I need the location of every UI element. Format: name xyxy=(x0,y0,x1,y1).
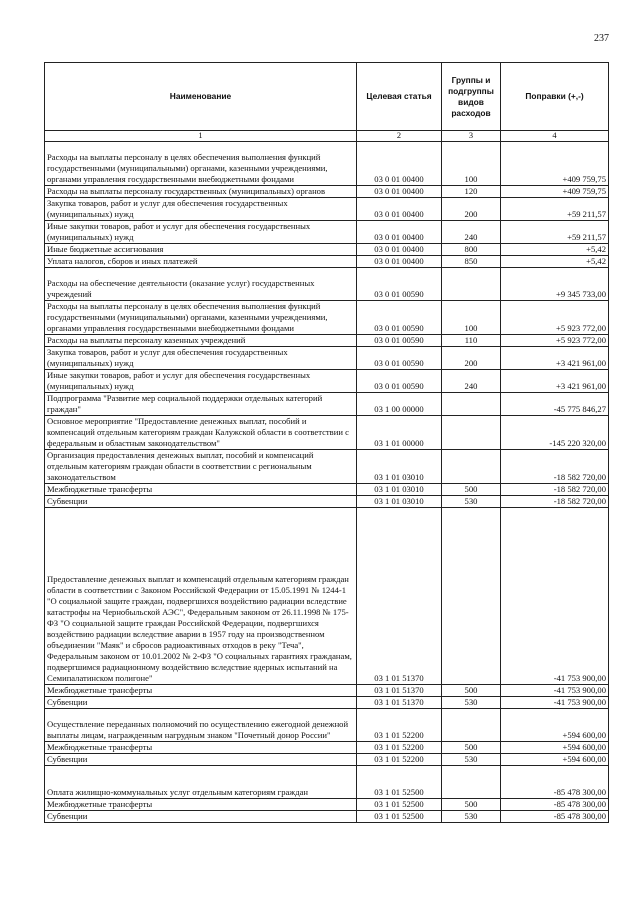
row-target-code: 03 0 01 00590 xyxy=(357,301,442,335)
table-row xyxy=(45,335,609,347)
row-name: Субвенции xyxy=(45,811,357,823)
row-name: Предоставление денежных выплат и компенсаций отдельным категориям граждан области в соответствии с Законом Российской Федерации от 15.05.1991 № 1244-1 "О социальной защите граждан, подвергшихся воздействию радиации вследствие катастрофы на Чернобыльской АЭС", Федеральным законом от 26.11.1998 № 175-ФЗ "О социальной защите граждан Российской Федерации, подвергшихся воздействию радиации вследствие аварии в 1957 году на производственном объединении "Маяк" и сбросов радиоактивных отходов в реку "Теча", Федеральным законом от 10.01.2002 № 2-ФЗ "О социальных гарантиях гражданам, подвергшимся радиационному воздействию вследствие ядерных испытаний на Семипалатинском полигоне" xyxy=(45,508,357,685)
row-name: Межбюджетные трансферты xyxy=(45,799,357,811)
row-amendment: -41 753 900,00 xyxy=(501,697,609,709)
row-target-code: 03 0 01 00590 xyxy=(357,268,442,301)
row-name: Иные закупки товаров, работ и услуг для обеспечения государственных (муниципальных) нужд xyxy=(45,370,357,393)
row-group: 100 xyxy=(442,301,501,335)
row-name: Расходы на выплаты персоналу в целях обеспечения выполнения функций государственными (муниципальными) органами, казенными учреждениями, органами управления государственными внебюджетными фондами xyxy=(45,142,357,186)
page-number: 237 xyxy=(594,33,609,44)
row-amendment: -145 220 320,00 xyxy=(501,416,609,450)
row-group: 500 xyxy=(442,484,501,496)
table-row xyxy=(45,268,609,301)
table-row xyxy=(45,221,609,244)
table-row xyxy=(45,198,609,221)
row-group xyxy=(442,766,501,799)
row-group: 240 xyxy=(442,221,501,244)
row-name: Основное мероприятие "Предоставление денежных выплат, пособий и компенсаций отдельным категориям граждан Калужской области в соответствии с федеральным и областным законодательством" xyxy=(45,416,357,450)
table-row xyxy=(45,301,609,335)
row-target-code: 03 0 01 00400 xyxy=(357,221,442,244)
col-number: 4 xyxy=(501,131,609,142)
row-amendment: -41 753 900,00 xyxy=(501,508,609,685)
row-amendment: -18 582 720,00 xyxy=(501,484,609,496)
row-target-code: 03 1 01 03010 xyxy=(357,484,442,496)
row-group: 530 xyxy=(442,496,501,508)
table-row xyxy=(45,685,609,697)
row-group: 500 xyxy=(442,685,501,697)
row-name: Межбюджетные трансферты xyxy=(45,484,357,496)
row-target-code: 03 0 01 00400 xyxy=(357,198,442,221)
row-group xyxy=(442,709,501,742)
row-target-code: 03 1 01 51370 xyxy=(357,697,442,709)
table-row xyxy=(45,450,609,484)
row-group: 200 xyxy=(442,198,501,221)
row-name: Оплата жилищно-коммунальных услуг отдельным категориям граждан xyxy=(45,766,357,799)
table-row xyxy=(45,393,609,416)
col-number: 3 xyxy=(442,131,501,142)
table-row xyxy=(45,370,609,393)
row-group xyxy=(442,393,501,416)
header-amendment: Поправки (+,-) xyxy=(501,63,609,131)
row-amendment: +594 600,00 xyxy=(501,709,609,742)
row-name: Расходы на выплаты персоналу казенных учреждений xyxy=(45,335,357,347)
row-target-code: 03 0 01 00400 xyxy=(357,256,442,268)
row-name: Расходы на обеспечение деятельности (оказание услуг) государственных учреждений xyxy=(45,268,357,301)
row-target-code: 03 1 01 03010 xyxy=(357,450,442,484)
row-name: Субвенции xyxy=(45,496,357,508)
row-amendment: +5,42 xyxy=(501,256,609,268)
row-name: Субвенции xyxy=(45,697,357,709)
column-numbers-row xyxy=(45,131,609,142)
row-target-code: 03 1 01 00000 xyxy=(357,416,442,450)
table-row xyxy=(45,416,609,450)
row-target-code: 03 0 01 00590 xyxy=(357,335,442,347)
row-group: 100 xyxy=(442,142,501,186)
table-row xyxy=(45,142,609,186)
row-group: 850 xyxy=(442,256,501,268)
row-target-code: 03 0 01 00590 xyxy=(357,347,442,370)
row-name: Уплата налогов, сборов и иных платежей xyxy=(45,256,357,268)
row-name: Расходы на выплаты персоналу в целях обеспечения выполнения функций государственными (муниципальными) органами, казенными учреждениями, органами управления государственными внебюджетными фондами xyxy=(45,301,357,335)
row-target-code: 03 0 01 00400 xyxy=(357,186,442,198)
row-name: Расходы на выплаты персоналу государственных (муниципальных) органов xyxy=(45,186,357,198)
row-name: Осуществление переданных полномочий по осуществлению ежегодной денежной выплаты лицам, награжденным нагрудным знаком "Почетный донор России" xyxy=(45,709,357,742)
row-group: 500 xyxy=(442,742,501,754)
row-group: 110 xyxy=(442,335,501,347)
table-row xyxy=(45,256,609,268)
row-amendment: +5 923 772,00 xyxy=(501,335,609,347)
row-name: Организация предоставления денежных выплат, пособий и компенсаций отдельным категориям граждан области в соответствии с региональным законодательством xyxy=(45,450,357,484)
row-amendment: +3 421 961,00 xyxy=(501,347,609,370)
header-name: Наименование xyxy=(45,63,357,131)
col-number: 2 xyxy=(357,131,442,142)
row-group: 530 xyxy=(442,754,501,766)
row-target-code: 03 1 01 51370 xyxy=(357,685,442,697)
row-name: Закупка товаров, работ и услуг для обеспечения государственных (муниципальных) нужд xyxy=(45,198,357,221)
row-target-code: 03 1 01 52200 xyxy=(357,742,442,754)
row-group: 530 xyxy=(442,811,501,823)
row-amendment: -85 478 300,00 xyxy=(501,799,609,811)
table-row xyxy=(45,496,609,508)
row-amendment: +5 923 772,00 xyxy=(501,301,609,335)
row-name: Закупка товаров, работ и услуг для обеспечения государственных (муниципальных) нужд xyxy=(45,347,357,370)
row-amendment: +59 211,57 xyxy=(501,221,609,244)
row-name: Межбюджетные трансферты xyxy=(45,685,357,697)
row-group xyxy=(442,416,501,450)
table-row xyxy=(45,508,609,685)
row-amendment: -45 775 846,27 xyxy=(501,393,609,416)
table-row xyxy=(45,244,609,256)
row-target-code: 03 0 01 00400 xyxy=(357,244,442,256)
row-name: Субвенции xyxy=(45,754,357,766)
table-row xyxy=(45,709,609,742)
row-group xyxy=(442,450,501,484)
row-group: 240 xyxy=(442,370,501,393)
row-name: Иные бюджетные ассигнования xyxy=(45,244,357,256)
row-name: Межбюджетные трансферты xyxy=(45,742,357,754)
row-group: 200 xyxy=(442,347,501,370)
row-name: Иные закупки товаров, работ и услуг для обеспечения государственных (муниципальных) нужд xyxy=(45,221,357,244)
row-target-code: 03 1 01 51370 xyxy=(357,508,442,685)
col-number: 1 xyxy=(45,131,357,142)
row-target-code: 03 1 01 52200 xyxy=(357,709,442,742)
row-group: 530 xyxy=(442,697,501,709)
row-target-code: 03 0 01 00590 xyxy=(357,370,442,393)
row-group xyxy=(442,508,501,685)
row-target-code: 03 1 01 52500 xyxy=(357,766,442,799)
row-target-code: 03 0 01 00400 xyxy=(357,142,442,186)
row-group: 120 xyxy=(442,186,501,198)
table-row xyxy=(45,347,609,370)
row-amendment: +409 759,75 xyxy=(501,142,609,186)
row-amendment: +5,42 xyxy=(501,244,609,256)
row-group: 800 xyxy=(442,244,501,256)
row-target-code: 03 1 01 52500 xyxy=(357,811,442,823)
row-target-code: 03 1 01 03010 xyxy=(357,496,442,508)
row-amendment: +594 600,00 xyxy=(501,742,609,754)
row-amendment: +3 421 961,00 xyxy=(501,370,609,393)
table-row xyxy=(45,484,609,496)
row-amendment: -85 478 300,00 xyxy=(501,811,609,823)
table-row xyxy=(45,186,609,198)
row-amendment: +9 345 733,00 xyxy=(501,268,609,301)
row-amendment: -18 582 720,00 xyxy=(501,496,609,508)
row-target-code: 03 1 01 52500 xyxy=(357,799,442,811)
row-target-code: 03 1 01 52200 xyxy=(357,754,442,766)
table-row xyxy=(45,811,609,823)
row-group: 500 xyxy=(442,799,501,811)
table-row xyxy=(45,799,609,811)
row-target-code: 03 1 00 00000 xyxy=(357,393,442,416)
row-amendment: -18 582 720,00 xyxy=(501,450,609,484)
table-row xyxy=(45,766,609,799)
table-row xyxy=(45,697,609,709)
header-group: Группы и подгруппы видов расходов xyxy=(442,63,501,131)
row-amendment: -85 478 300,00 xyxy=(501,766,609,799)
table-row xyxy=(45,742,609,754)
budget-table xyxy=(44,62,609,823)
row-amendment: +59 211,57 xyxy=(501,198,609,221)
table-header-row xyxy=(45,63,609,131)
row-amendment: -41 753 900,00 xyxy=(501,685,609,697)
row-group xyxy=(442,268,501,301)
header-target: Целевая статья xyxy=(357,63,442,131)
table-row xyxy=(45,754,609,766)
row-name: Подпрограмма "Развитие мер социальной поддержки отдельных категорий граждан" xyxy=(45,393,357,416)
row-amendment: +594 600,00 xyxy=(501,754,609,766)
row-amendment: +409 759,75 xyxy=(501,186,609,198)
